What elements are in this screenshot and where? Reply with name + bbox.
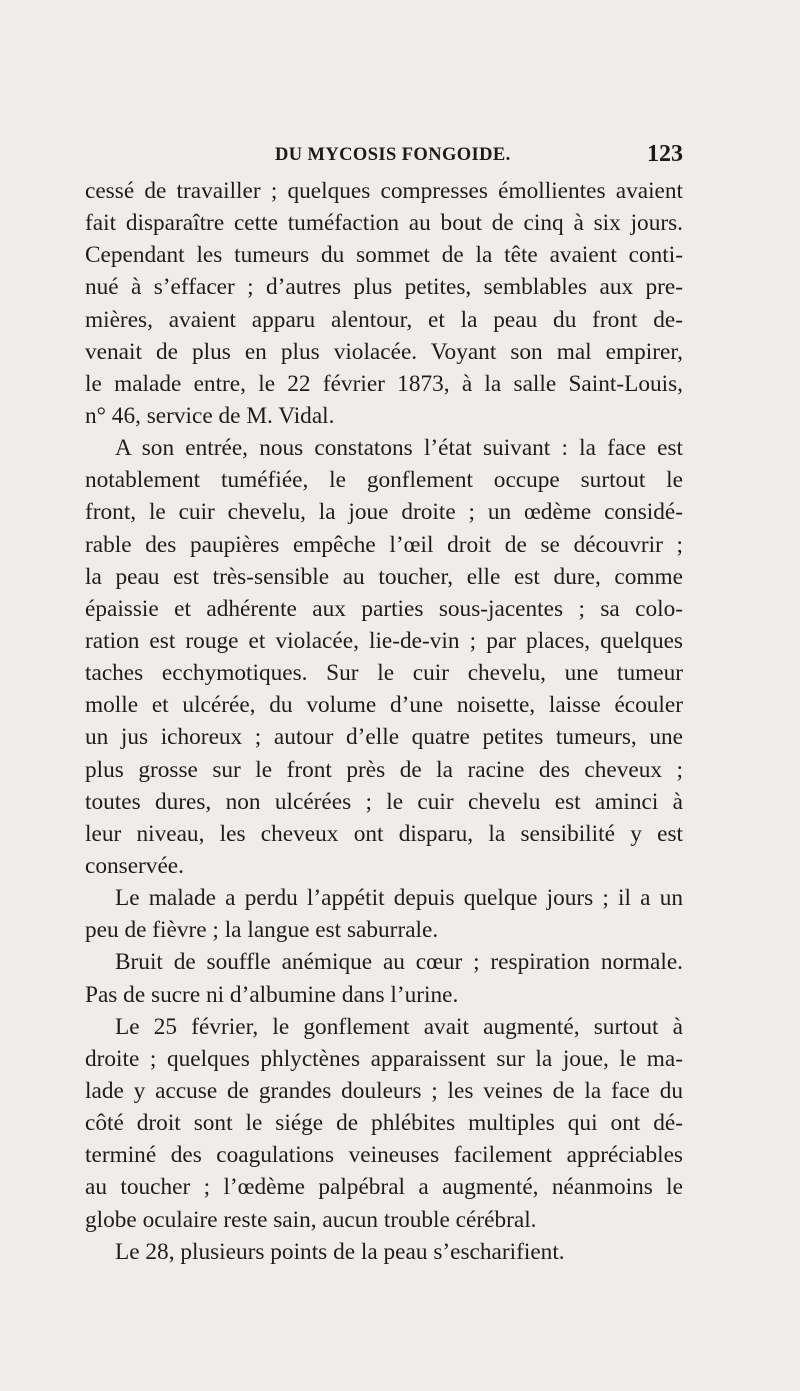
text-line: rable des paupières empêche l’œil droit de se découvrir ; [85,531,683,558]
text-line: Pas de sucre ni d’albumine dans l’urine. [85,981,459,1008]
text-line: terminé des coagulations veineuses facilement appréciables [85,1142,683,1169]
text-line: cessé de travailler ; quelques compresses émollientes avaient [85,178,683,204]
page-header [85,143,683,169]
text-line: A son entrée, nous constatons l’état suivant : la face est [115,435,683,462]
text-line: Le 28, plusieurs points de la peau s’escharifient. [115,1238,565,1265]
text-line: au toucher ; l’œdème palpébral a augmenté, néanmoins le [85,1174,683,1201]
text-line: épaissie et adhérente aux parties sous-jacentes ; sa colo- [85,595,683,622]
text-line: conservée. [85,852,184,879]
text-line: côté droit sont le siége de phlébites multiples qui ont dé- [85,1110,683,1137]
text-line: Le 25 février, le gonflement avait augmenté, surtout à [115,1013,683,1040]
text-line: ration est rouge et violacée, lie-de-vin ; par places, quelques [85,627,683,654]
text-line: nué à s’effacer ; d’autres plus petites, semblables aux pre- [85,274,683,301]
running-title: DU MYCOSIS FONGOIDE. [275,145,511,165]
text-line: fait disparaître cette tuméfaction au bout de cinq à six jours. [85,210,683,237]
page-number: 123 [647,141,683,167]
text-line: un jus ichoreux ; autour d’elle quatre petites tumeurs, une [85,724,683,751]
text-line: Bruit de souffle anémique au cœur ; respiration normale. [115,949,683,976]
text-line: le malade entre, le 22 février 1873, à la salle Saint-Louis, [85,370,683,397]
text-line: front, le cuir chevelu, la joue droite ; un œdème considé- [85,499,683,526]
text-line: Le malade a perdu l’appétit depuis quelque jours ; il a un [115,885,683,912]
text-line: n° 46, service de M. Vidal. [85,402,335,429]
text-line: globe oculaire reste sain, aucun trouble cérébral. [85,1206,537,1233]
text-line: leur niveau, les cheveux ont disparu, la sensibilité y est [85,820,683,847]
text-line: lade y accuse de grandes douleurs ; les veines de la face du [85,1077,683,1104]
text-line: notablement tuméfiée, le gonflement occupe surtout le [85,467,683,494]
text-line: venait de plus en plus violacée. Voyant son mal empirer, [85,338,683,365]
text-line: toutes dures, non ulcérées ; le cuir chevelu est aminci à [85,788,683,815]
text-line: Cependant les tumeurs du sommet de la tête avaient conti- [85,242,683,269]
text-line: la peau est très-sensible au toucher, elle est dure, comme [85,563,683,590]
text-line: taches ecchymotiques. Sur le cuir chevelu, une tumeur [85,660,683,687]
text-line: plus grosse sur le front près de la racine des cheveux ; [85,756,683,783]
text-line: peu de fièvre ; la langue est saburrale. [85,917,439,944]
text-line: molle et ulcérée, du volume d’une noisette, laisse écouler [85,692,683,719]
text-line: droite ; quelques phlyctènes apparaissent sur la joue, le ma- [85,1045,683,1072]
body-text [85,175,683,1268]
text-line: mières, avaient apparu alentour, et la peau du front de- [85,306,683,333]
